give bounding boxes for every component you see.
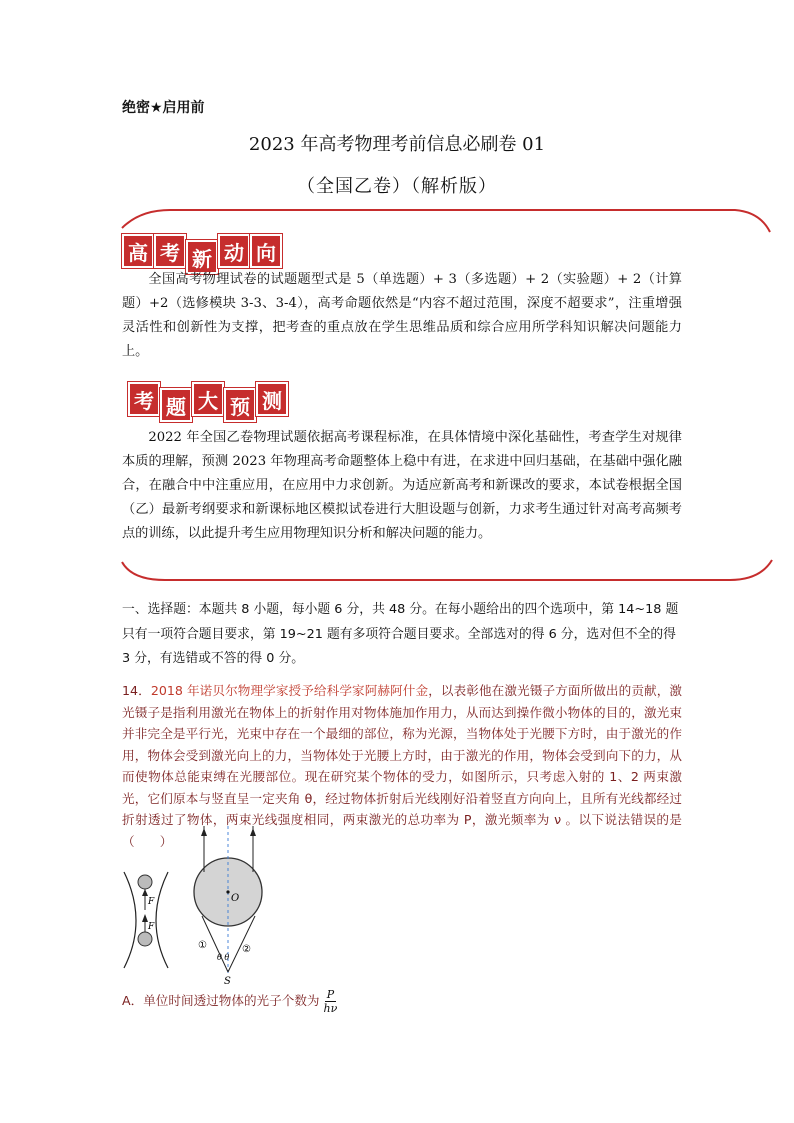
option-a-text: A．单位时间透过物体的光子个数为: [122, 993, 320, 1008]
banner-char: 预: [224, 388, 256, 422]
laser-tweezer-figure: [118, 826, 298, 986]
prediction-paragraph: [122, 426, 682, 546]
banner-char: 动: [218, 234, 250, 268]
center-label: O: [231, 893, 240, 904]
trends-paragraph: [122, 268, 682, 364]
ray-1-label: ①: [198, 940, 207, 951]
banner-char: 题: [160, 388, 192, 422]
fraction-numerator: P: [326, 988, 335, 1001]
angle-label: θ θ: [217, 953, 230, 962]
question-highlight: 2018 年诺贝尔物理学家授予给科学家阿赫阿什金: [150, 683, 429, 698]
banner-char: 大: [192, 382, 224, 416]
ray-2-label: ②: [242, 944, 251, 955]
force-label-bottom: F: [148, 922, 155, 932]
trends-text: 全国高考物理试卷的试题题型式是 5（单选题）+ 3（多选题）+ 2（实验题）+ 2（计算题）+2（选修模块 3-3、3-4），高考命题依然是“内容不超过范围，深度不超要求”，注重增强灵活性和创新性为支撑，把考查的重点放在学生思维品质和综合应用所学科知识解决问题能力上。: [122, 272, 682, 359]
source-label: S: [224, 976, 231, 986]
banner-char: 测: [256, 382, 288, 416]
option-a-fraction: [324, 988, 338, 1015]
banner-char: 高: [122, 234, 154, 268]
prediction-text: 2022 年全国乙卷物理试题依据高考课程标准，在具体情境中深化基础性，考查学生对规律本质的理解，预测 2023 年物理高考命题整体上稳中有进，在求进中回归基础，在基础中强化融合，在融合中中注重应用，在应用中力求创新。为适应新高考和新课改的要求，本试卷根据全国（乙）最新考纲要求和新课标地区模拟试卷进行大胆设题与创新，力求考生通过针对高考高频考点的训练，以此提升考生应用物理知识分析和解决问题的能力。: [122, 430, 682, 541]
force-label-top: F: [148, 897, 155, 907]
secret-label: 绝密★启用前: [122, 100, 205, 116]
fraction-denominator: hν: [323, 1002, 338, 1015]
option-a: [122, 988, 337, 1015]
banner-char: 考: [154, 234, 186, 268]
question-number: 14．: [122, 683, 151, 698]
page-title: 2023 年高考物理考前信息必刷卷 01: [248, 134, 546, 155]
question-body: ，以表彰他在激光镊子方面所做出的贡献，激光镊子是指利用激光在物体上的折射作用对物体施加作用力，从而达到操作微小物体的目的，激光束并非完全是平行光，光束中存在一个最细的部位，称为光源，当物体处于光腰下方时，由于激光的作用，物体会受到激光向上的力，当物体处于光腰上方时，由于激光的作用，物体会受到向下的力，从而使物体总能束缚在光腰部位。现在研究某个物体的受力，如图所示，只考虑入射的 1、2 两束激光，它们原本与竖直呈一定夹角 θ，经过物体折射后光线刚好沿着竖直方向向上，且所有光线都经过折射透过了物体，两束光线强度相同，两束激光的总功率为 P，激光频率为 ν 。以下说法错误的是（ ）: [122, 683, 683, 849]
section-instructions: 一、选择题：本题共 8 小题，每小题 6 分，共 48 分。在每小题给出的四个选项中，第 14~18 题只有一项符合题目要求，第 19~21 题有多项符合题目要求。全部选对的得 6 分，选对但不全的得 3 分，有选错或不答的得 0 分。: [122, 602, 679, 666]
banner-prediction: [128, 382, 288, 422]
banner-char: 考: [128, 382, 160, 416]
banner-char: 向: [250, 234, 282, 268]
banner-char: 新: [186, 240, 218, 274]
page-subtitle: （全国乙卷）（解析版）: [297, 176, 497, 197]
